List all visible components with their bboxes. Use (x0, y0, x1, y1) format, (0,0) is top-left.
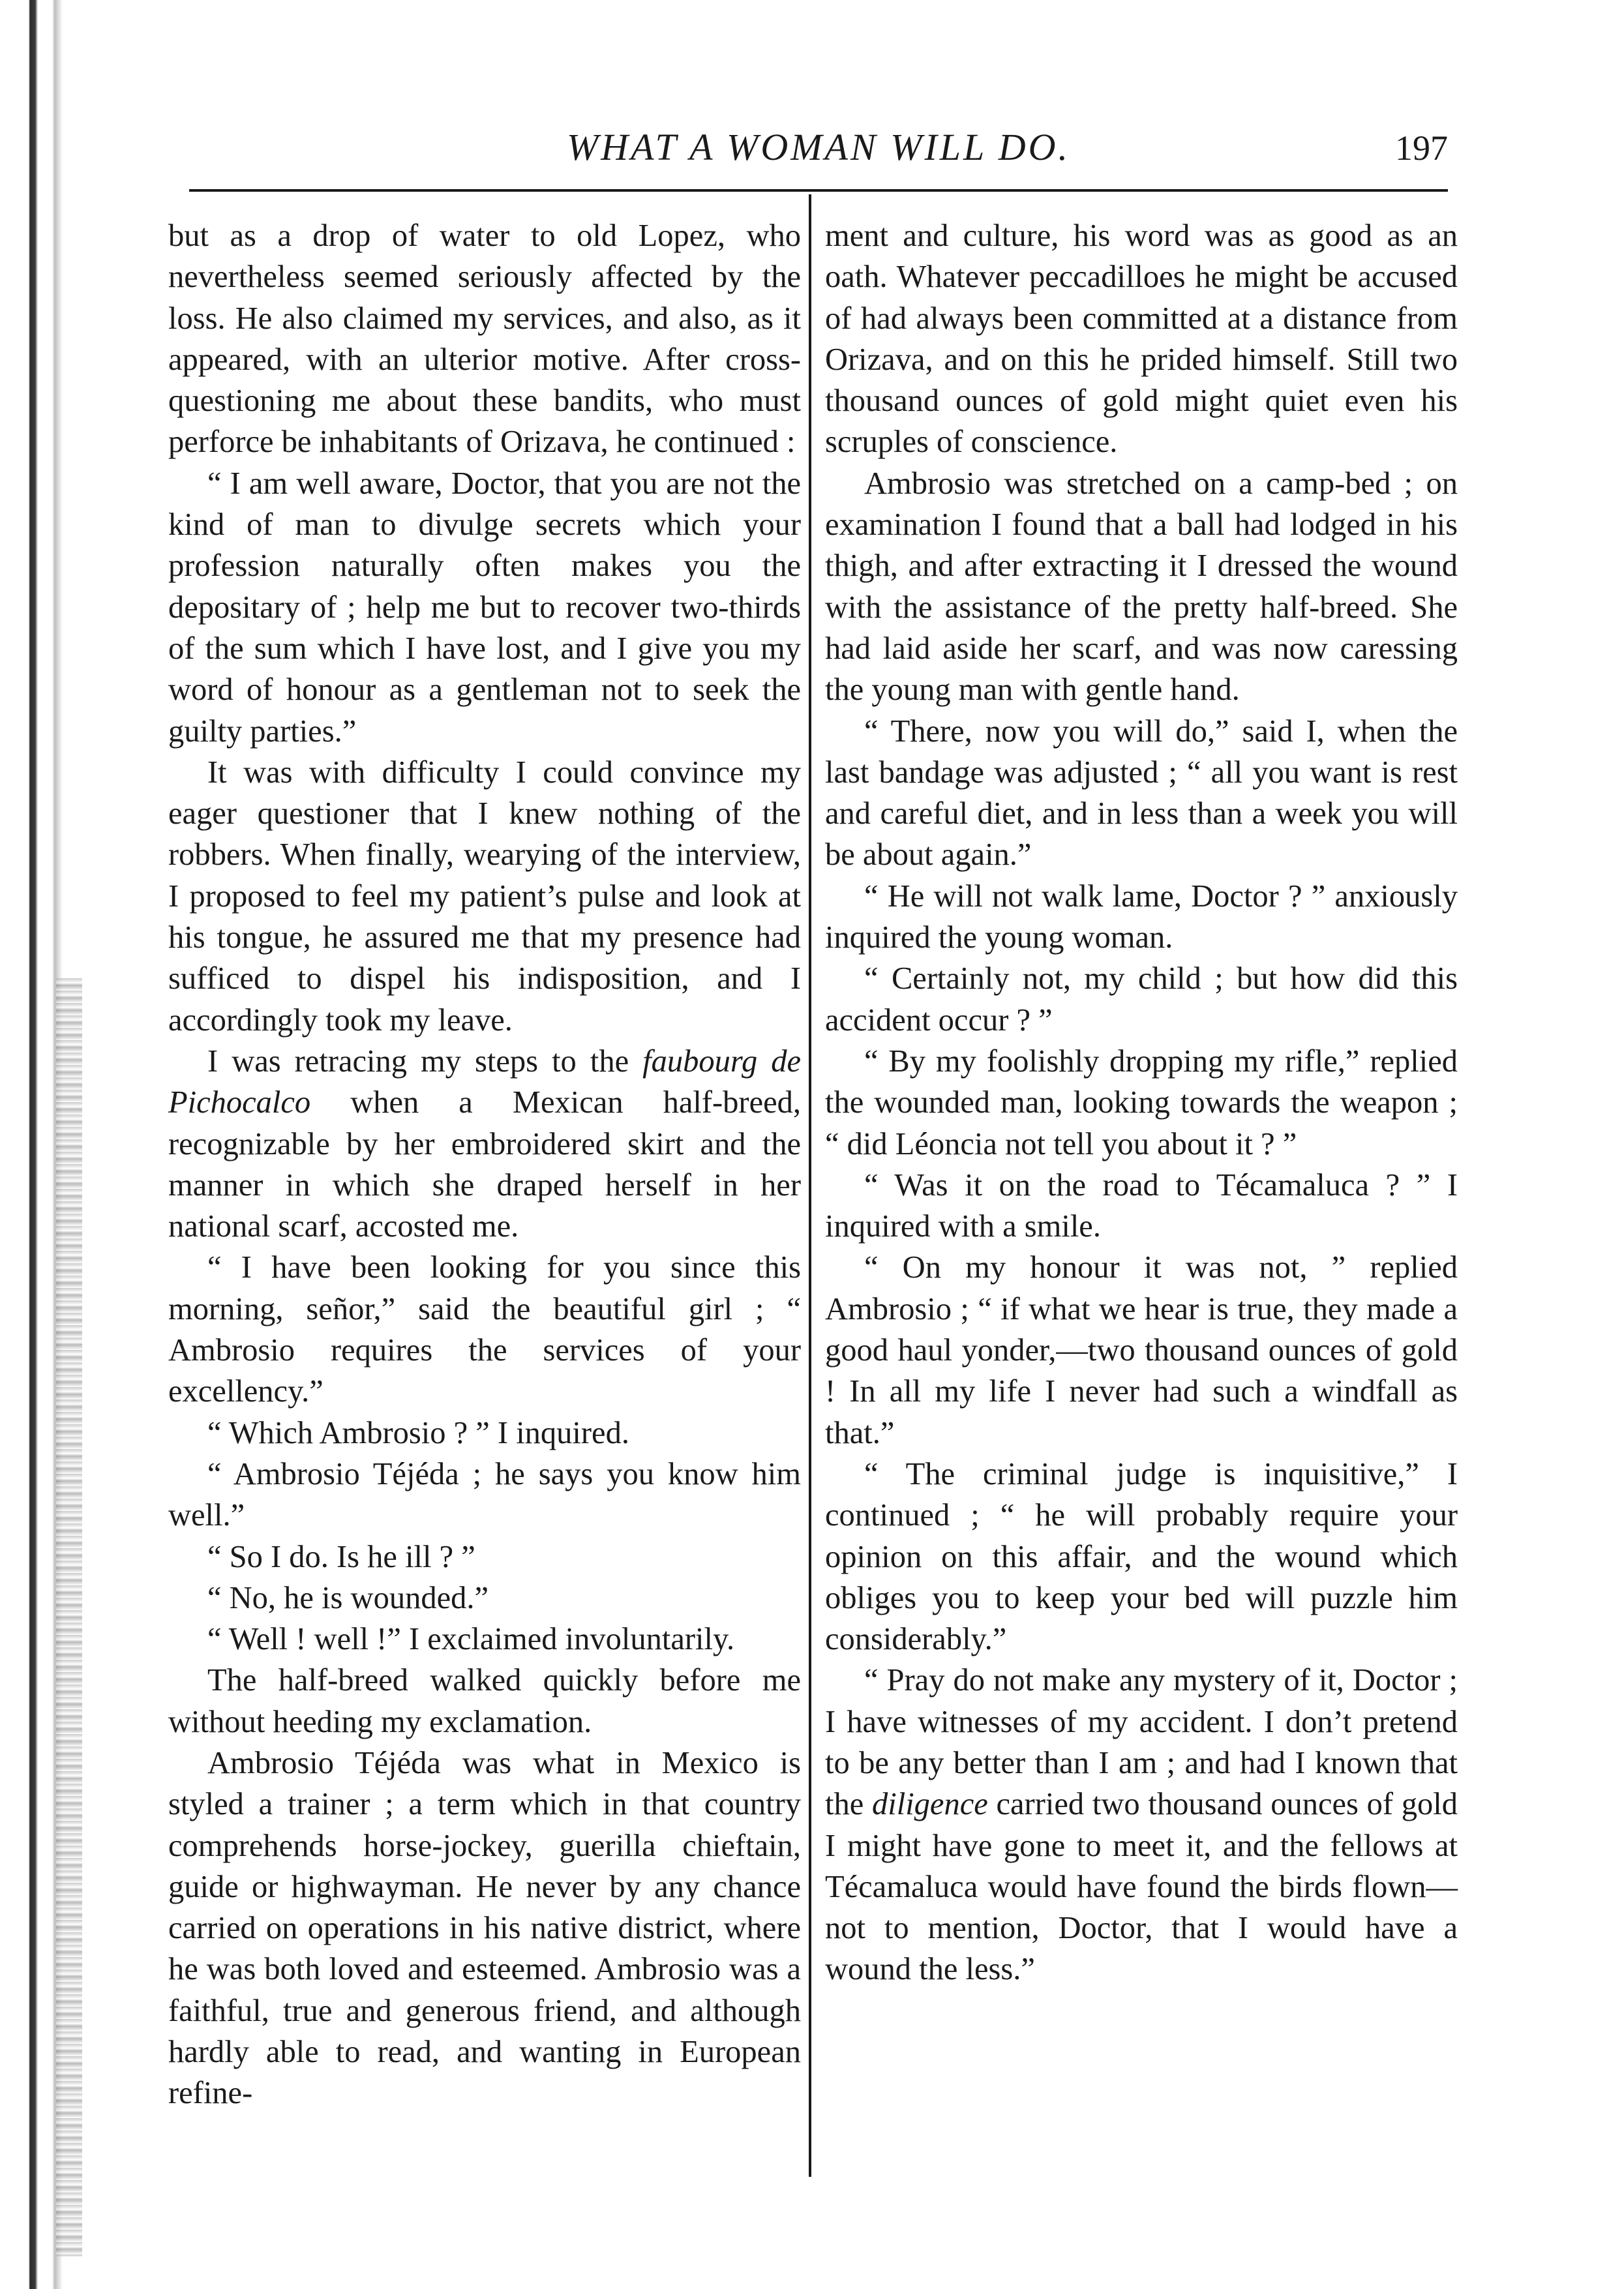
paragraph: but as a drop of water to old Lopez, who nevertheless seemed seriously affected by the loss. He also claimed my services, and also, as it appeared, with an ulterior motive. After cross-questioning me about these bandits, who must perforce be inhabitants of Orizava, he continued : (168, 218, 801, 460)
page-number: 197 (1395, 128, 1448, 168)
text-run: carried two thousand ounces of gold I might have gone to meet it, and the fellows at Técamaluca would have found the birds flown—not to mention, Doctor, that I would have a wound the less.” (825, 1787, 1458, 1987)
paragraph: “ No, he is wounded.” (207, 1580, 489, 1615)
paragraph: The half-breed walked quickly before me without heeding my exclamation. (168, 1663, 801, 1739)
paragraph: ment and culture, his word was as good as an oath. Whatever peccadilloes he might be accused of had always been committed at a distance from Orizava, and on this he prided himself. Still two thousand ounces of gold might quiet even his scruples of conscience. (825, 218, 1458, 460)
text-run: “ Pray do not make any mystery of it, Doctor ; I have witnesses of my accident. I don’t pretend to be any better than I am ; and had I known that the (825, 1663, 1458, 1822)
italic-word: diligence (872, 1787, 988, 1822)
paragraph: “ On my honour it was not, ” replied Ambrosio ; “ if what we hear is true, they made a good haul yonder,—two thousand ounces of gold ! In all my life I never had such a windfall as that.” (825, 1250, 1458, 1450)
right-column (825, 215, 1458, 1990)
paragraph: “ Certainly not, my child ; but how did this accident occur ? ” (825, 961, 1458, 1038)
left-column (168, 215, 801, 2114)
paragraph: “ The criminal judge is inquisitive,” I continued ; “ he will probably require your opinion on this affair, and the wound which obliges you to keep your bed will puzzle him considerably.” (825, 1456, 1458, 1657)
paragraph: “ So I do. Is he ill ? ” (207, 1539, 475, 1574)
running-title: WHAT A WOMAN WILL DO. (566, 126, 1070, 168)
text-run: when a Mexican half-breed, recognizable by her embroidered skirt and the manner in which she draped herself in her national scarf, accosted me. (168, 1085, 801, 1244)
paragraph: “ Ambrosio Téjéda ; he says you know him well.” (168, 1456, 801, 1533)
paragraph: “ Which Ambrosio ? ” I inquired. (207, 1415, 629, 1450)
running-head (189, 116, 1448, 181)
paragraph (168, 1041, 801, 1247)
header-rule (189, 189, 1448, 192)
book-binding-edge (0, 0, 85, 2289)
paragraph: “ I am well aware, Doctor, that you are not the kind of man to divulge secrets which your profession naturally often makes you the depositary of ; help me but to recover two-thirds of the sum which I have lost, and I give you my word of honour as a gentleman not to seek the guilty parties.” (168, 466, 801, 749)
paragraph: “ I have been looking for you since this morning, señor,” said the beautiful girl ; “ Ambrosio requires the services of your excellency.” (168, 1250, 801, 1409)
column-divider (809, 194, 811, 2177)
paragraph: “ By my foolishly dropping my rifle,” replied the wounded man, looking towards the weapon ; “ did Léoncia not tell you about it ? ” (825, 1043, 1458, 1161)
paragraph: It was with difficulty I could convince my eager questioner that I knew nothing of the robbers. When finally, wearying of the interview, I proposed to feel my patient’s pulse and look at his tongue, he assured me that my presence had sufficed to dispel his indisposition, and I accordingly took my leave. (168, 755, 801, 1038)
paragraph: “ He will not walk lame, Doctor ? ” anxiously inquired the young woman. (825, 878, 1458, 955)
text-run: I was retracing my steps to the (207, 1043, 643, 1079)
paragraph: “ Was it on the road to Técamaluca ? ” I inquired with a smile. (825, 1167, 1458, 1244)
paragraph (825, 1660, 1458, 1990)
paragraph: “ Well ! well !” I exclaimed involuntarily. (207, 1622, 735, 1657)
paragraph: Ambrosio Téjéda was what in Mexico is styled a trainer ; a term which in that country comprehends horse-jockey, guerilla chieftain, guide or highwayman. He never by any chance carried on operations in his native district, where he was both loved and esteemed. Ambrosio was a faithful, true and generous friend, and although hardly able to read, and wanting in European refine- (168, 1745, 801, 2111)
paragraph: “ There, now you will do,” said I, when the last bandage was adjusted ; “ all you want is rest and careful diet, and in less than a week you will be about again.” (825, 713, 1458, 873)
paragraph: Ambrosio was stretched on a camp-bed ; on examination I found that a ball had lodged in his thigh, and after extracting it I dressed the wound with the assistance of the pretty half-breed. She had laid aside her scarf, and was now caressing the young man with gentle hand. (825, 466, 1458, 708)
italic-phrase: faubourg de Pichocalco (168, 1043, 802, 1120)
